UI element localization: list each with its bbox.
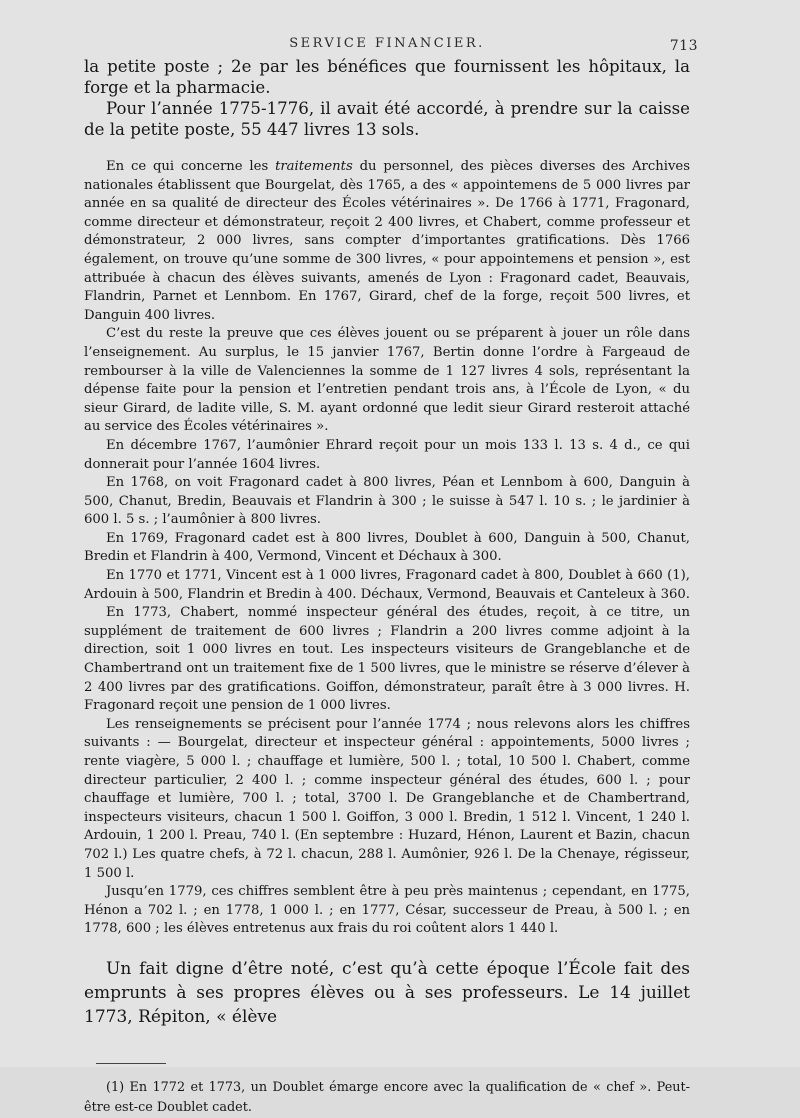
paragraph: En 1770 et 1771, Vincent est à 1 000 livres, Fragonard cadet à 800, Doublet à 660 (1), Ardouin à 500, Flandrin et Bredin à 400. Déchaux, Vermond, Beauvais et Canteleux à 360.: [84, 568, 690, 602]
paragraph: Un fait digne d’être noté, c’est qu’à cette époque l’École fait des emprunts à ses propres élèves ou à ses professeurs. Le 14 juillet 1773, Répiton, « élève: [84, 958, 690, 1027]
paragraph: la petite poste ; 2e par les bénéfices que fournissent les hôpitaux, la forge et la pharmacie.: [84, 57, 690, 97]
running-title: SERVICE FINANCIER.: [289, 36, 485, 51]
paragraph: En décembre 1767, l’aumônier Ehrard reçoit pour un mois 133 l. 13 s. 4 d., ce qui donnerait pour l’année 1604 livres.: [84, 437, 690, 472]
paragraph: En 1769, Fragonard cadet est à 800 livres, Doublet à 600, Danguin à 500, Chanut, Bredin et Flandrin à 400, Vermond, Vincent et Déchaux à 300.: [84, 530, 690, 565]
main-text: [84, 56, 690, 140]
footnote-rule: [96, 1063, 166, 1064]
page-number: 713: [669, 38, 698, 54]
running-head: [84, 26, 698, 56]
footnote: [84, 1078, 690, 1118]
paragraph: Pour l’année 1775-1776, il avait été accordé, à prendre sur la caisse de la petite poste, 55 447 livres 13 sols.: [84, 99, 690, 139]
closing-text: [84, 957, 690, 1029]
paragraph: En 1773, Chabert, nommé inspecteur général des études, reçoit, à ce titre, un supplément de traitement de 600 livres ; Flandrin a 200 livres comme adjoint à la direction, soit 1 000 livres en tout. Les inspecteurs visiteurs de Grangeblanche et de Chambertrand ont un traitement fixe de 1 500 livres, que le ministre se réserve d’élever à 2 400 livres par des gratifications. Goiffon, démonstrateur, paraît être à 3 000 livres. H. Fragonard reçoit une pension de 1 000 livres.: [84, 605, 690, 714]
italic-term: traitements: [275, 159, 353, 174]
footnote-text: (1) En 1772 et 1773, un Doublet émarge encore avec la qualification de « chef ». Peut-être est-ce Doublet cadet.: [84, 1079, 690, 1115]
paragraph: C’est du reste la preuve que ces élèves jouent ou se préparent à jouer un rôle dans l’enseignement. Au surplus, le 15 janvier 1767, Bertin donne l’ordre à Fargeaud de rembourser à la ville de Valenciennes la somme de 1 127 livres 4 sols, représentant la dépense faite pour la pension et l’entretien pendant trois ans, à l’École de Lyon, « du sieur Girard, de ladite ville, S. M. ayant ordonné que ledit sieur Girard resteroit attaché au service des Écoles vétérinaires ».: [84, 326, 690, 435]
paragraph: En 1768, on voit Fragonard cadet à 800 livres, Péan et Lennbom à 600, Danguin à 500, Chanut, Bredin, Beauvais et Flandrin à 300 ; le suisse à 547 l. 10 s. ; le jardinier à 600 l. 5 s. ; l’aumônier à 800 livres.: [84, 475, 690, 528]
text-run: En ce qui concerne les: [106, 159, 269, 174]
paragraph: Les renseignements se précisent pour l’année 1774 ; nous relevons alors les chiffres suivants : — Bourgelat, directeur et inspecteur général : appointements, 5000 livres ; rente viagère, 5 000 l. ; chauffage et lumière, 500 l. ; total, 10 500 l. Chabert, comme directeur particulier, 2 400 l. ; comme inspecteur général des études, 600 l. ; pour chauffage et lumière, 700 l. ; total, 3700 l. De Grangeblanche et de Chambertrand, inspecteurs visiteurs, chacun 1 500 l. Goiffon, 3 000 l. Bredin, 1 512 l. Vincent, 1 240 l. Ardouin, 1 200 l. Preau, 740 l. (En septembre : Huzard, Hénon, Laurent et Bazin, chacun 702 l.) Les quatre chefs, à 72 l. chacun, 288 l. Aumônier, 926 l. De la Chenaye, régisseur, 1 500 l.: [84, 716, 690, 881]
text-run: du personnel, des pièces diverses des Archives nationales établissent que Bourgelat, dès 1765, a des « appointemens de 5 000 livres par année en sa qualité de directeur des Écoles vétérinaires ». De 1766 à 1771, Fragonard, comme directeur et démonstrateur, reçoit 2 400 livres, et Chabert, comme professeur et démonstrateur, 2 000 livres, sans compter d’importantes gratifications. Dès 1766 également, on trouve qu’une somme de 300 livres, « pour appointemens et pension », est attribuée à chacun des élèves suivants, amenés de Lyon : Fragonard cadet, Beauvais, Flandrin, Parnet et Lennbom. En 1767, Girard, chef de la forge, reçoit 500 livres, et Danguin 400 livres.: [84, 159, 690, 323]
paragraph: Jusqu’en 1779, ces chiffres semblent être à peu près maintenus ; cependant, en 1775, Hénon a 702 l. ; en 1778, 1 000 l. ; en 1777, César, successeur de Preau, à 500 l. ; en 1778, 600 ; les élèves entretenus aux frais du roi coûtent alors 1 440 l.: [84, 884, 690, 937]
paragraph: [84, 158, 690, 325]
small-print-section: [84, 158, 690, 939]
